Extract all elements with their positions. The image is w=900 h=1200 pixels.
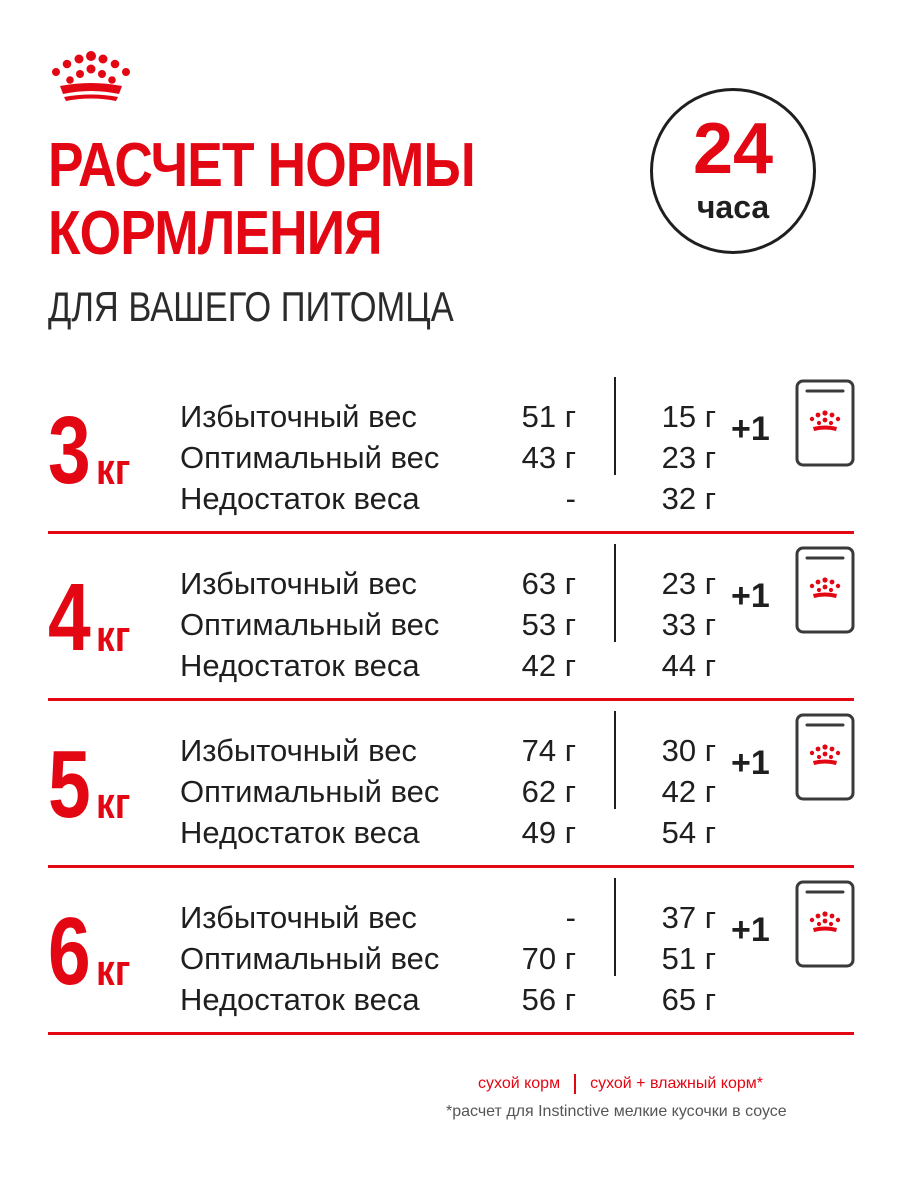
- food-pouch-icon: [795, 379, 855, 467]
- plus-pouch-label: +1: [731, 911, 770, 949]
- wet-amount: 51 г: [661, 941, 716, 976]
- condition-label: Оптимальный вес: [180, 774, 440, 809]
- condition-label: Избыточный вес: [180, 900, 417, 935]
- weight-number: 5: [48, 731, 91, 838]
- wet-amount: 32 г: [661, 481, 716, 516]
- weight-label: [48, 898, 131, 1005]
- dry-amount: 42 г: [521, 648, 576, 683]
- condition-label: Избыточный вес: [180, 733, 417, 768]
- weight-unit: кг: [96, 445, 131, 494]
- dry-amount: 70 г: [521, 941, 576, 976]
- weight-number: 4: [48, 564, 91, 671]
- wet-amount: 30 г: [661, 733, 716, 768]
- page-title: [48, 132, 475, 268]
- column-divider: [614, 544, 616, 642]
- legend-divider: [574, 1074, 576, 1094]
- crown-logo-icon: [46, 50, 136, 102]
- weight-unit: кг: [96, 779, 131, 828]
- plus-pouch-label: +1: [731, 577, 770, 615]
- wet-amount: 42 г: [661, 774, 716, 809]
- condition-label: Оптимальный вес: [180, 941, 440, 976]
- plus-pouch-label: +1: [731, 744, 770, 782]
- weight-unit: кг: [96, 946, 131, 995]
- dry-amount: 49 г: [521, 815, 576, 850]
- wet-amount: 23 г: [661, 440, 716, 475]
- weight-unit: кг: [96, 612, 131, 661]
- wet-amount: 15 г: [661, 399, 716, 434]
- footnote: *расчет для Instinctive мелкие кусочки в соусе: [446, 1103, 787, 1120]
- wet-amount: 44 г: [661, 648, 716, 683]
- weight-block: [48, 701, 854, 868]
- condition-label: Недостаток веса: [180, 982, 420, 1017]
- legend-dry-label: сухой корм: [478, 1075, 561, 1093]
- dry-amount: 74 г: [521, 733, 576, 768]
- title-line-2: КОРМЛЕНИЯ: [48, 199, 382, 268]
- legend-mixed-label: сухой + влажный корм*: [590, 1075, 763, 1093]
- dry-amount: 63 г: [521, 566, 576, 601]
- condition-label: Недостаток веса: [180, 481, 420, 516]
- badge-number: 24: [692, 109, 774, 189]
- weight-block: [48, 868, 854, 1035]
- weight-number: 3: [48, 397, 91, 504]
- condition-label: Оптимальный вес: [180, 607, 440, 642]
- condition-label: Избыточный вес: [180, 399, 417, 434]
- dry-amount: 43 г: [521, 440, 576, 475]
- page-subtitle: ДЛЯ ВАШЕГО ПИТОМЦА: [48, 283, 454, 330]
- wet-amount: 54 г: [661, 815, 716, 850]
- hours-badge: [650, 88, 816, 254]
- row-separator: [48, 1032, 854, 1035]
- wet-amount: 65 г: [661, 982, 716, 1017]
- badge-unit: часа: [696, 189, 770, 225]
- column-divider: [614, 377, 616, 475]
- dry-amount: 56 г: [521, 982, 576, 1017]
- weight-label: [48, 397, 131, 504]
- condition-label: Оптимальный вес: [180, 440, 440, 475]
- column-divider: [614, 711, 616, 809]
- plus-pouch-label: +1: [731, 410, 770, 448]
- wet-amount: 23 г: [661, 566, 716, 601]
- condition-label: Избыточный вес: [180, 566, 417, 601]
- dry-amount: -: [565, 481, 576, 516]
- condition-label: Недостаток веса: [180, 815, 420, 850]
- condition-label: Недостаток веса: [180, 648, 420, 683]
- food-pouch-icon: [795, 546, 855, 634]
- dry-amount: 53 г: [521, 607, 576, 642]
- food-pouch-icon: [795, 713, 855, 801]
- wet-amount: 33 г: [661, 607, 716, 642]
- weight-block: [48, 534, 854, 701]
- dry-amount: 51 г: [521, 399, 576, 434]
- food-pouch-icon: [795, 880, 855, 968]
- legend: [478, 1074, 763, 1094]
- dry-amount: -: [565, 900, 576, 935]
- column-divider: [614, 878, 616, 976]
- weight-number: 6: [48, 898, 91, 1005]
- dry-amount: 62 г: [521, 774, 576, 809]
- title-line-1: РАСЧЕТ НОРМЫ: [48, 131, 475, 200]
- weight-block: [48, 367, 854, 534]
- weight-label: [48, 731, 131, 838]
- weight-label: [48, 564, 131, 671]
- wet-amount: 37 г: [661, 900, 716, 935]
